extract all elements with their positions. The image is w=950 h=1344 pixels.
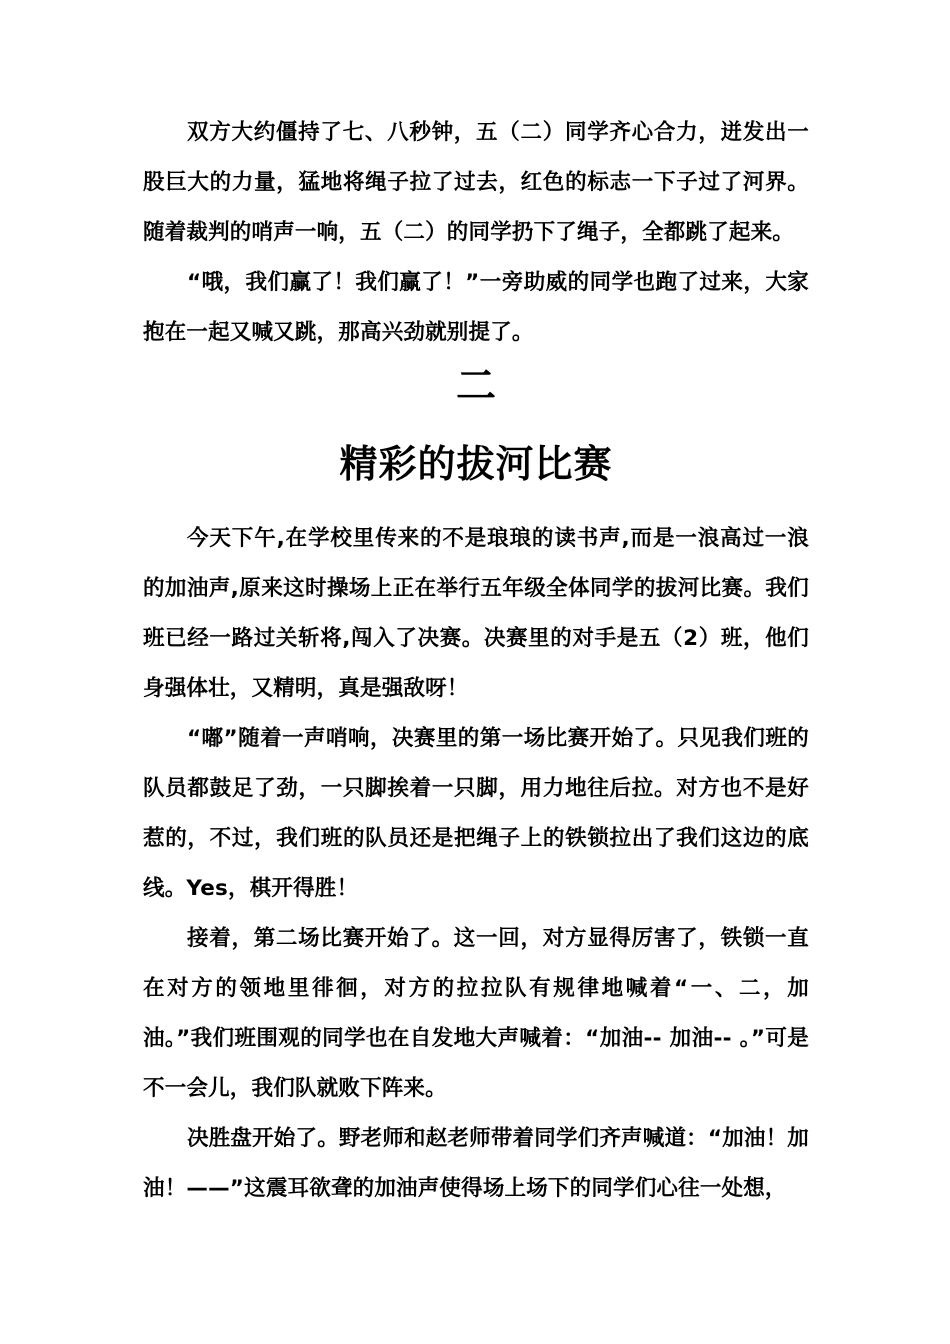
paragraph: 双方大约僵持了七、八秒钟，五（二）同学齐心合力，迸发出一股巨大的力量，猛地将绳子拉了过去，红色的标志一下子过了河界。随着裁判的哨声一响，五（二）的同学扔下了绳子，全都跳了起来。 <box>143 120 809 245</box>
section-number: 二 <box>456 363 496 409</box>
paragraph: “哦，我们赢了！我们赢了！”一旁助威的同学也跑了过来，大家抱在一起又喊又跳，那高兴劲就别提了。 <box>143 270 809 345</box>
paragraph: 决胜盘开始了。野老师和赵老师带着同学们齐声喊道：“加油！加油！——”这震耳欲聋的加油声使得场上场下的同学们心往一处想， <box>143 1126 809 1201</box>
paragraph: 今天下午,在学校里传来的不是琅琅的读书声,而是一浪高过一浪的加油声,原来这时操场上正在举行五年级全体同学的拔河比赛。我们班已经一路过关斩将,闯入了决赛。决赛里的对手是五（2）班，他们身强体壮，又精明，真是强敌呀！ <box>143 526 809 701</box>
paragraph: 接着，第二场比赛开始了。这一回，对方显得厉害了，铁锁一直在对方的领地里徘徊，对方的拉拉队有规律地喊着“一、二，加油。”我们班围观的同学也在自发地大声喊着：“加油-- 加油-- 。”可是不一会儿，我们队就败下阵来。 <box>143 926 809 1101</box>
section-title: 精彩的拔河比赛 <box>339 442 613 486</box>
paragraph: “嘟”随着一声哨响，决赛里的第一场比赛开始了。只见我们班的队员都鼓足了劲，一只脚挨着一只脚，用力地往后拉。对方也不是好惹的，不过，我们班的队员还是把绳子上的铁锁拉出了我们这边的底线。Yes，棋开得胜！ <box>143 726 809 901</box>
document-page <box>143 108 809 1214</box>
